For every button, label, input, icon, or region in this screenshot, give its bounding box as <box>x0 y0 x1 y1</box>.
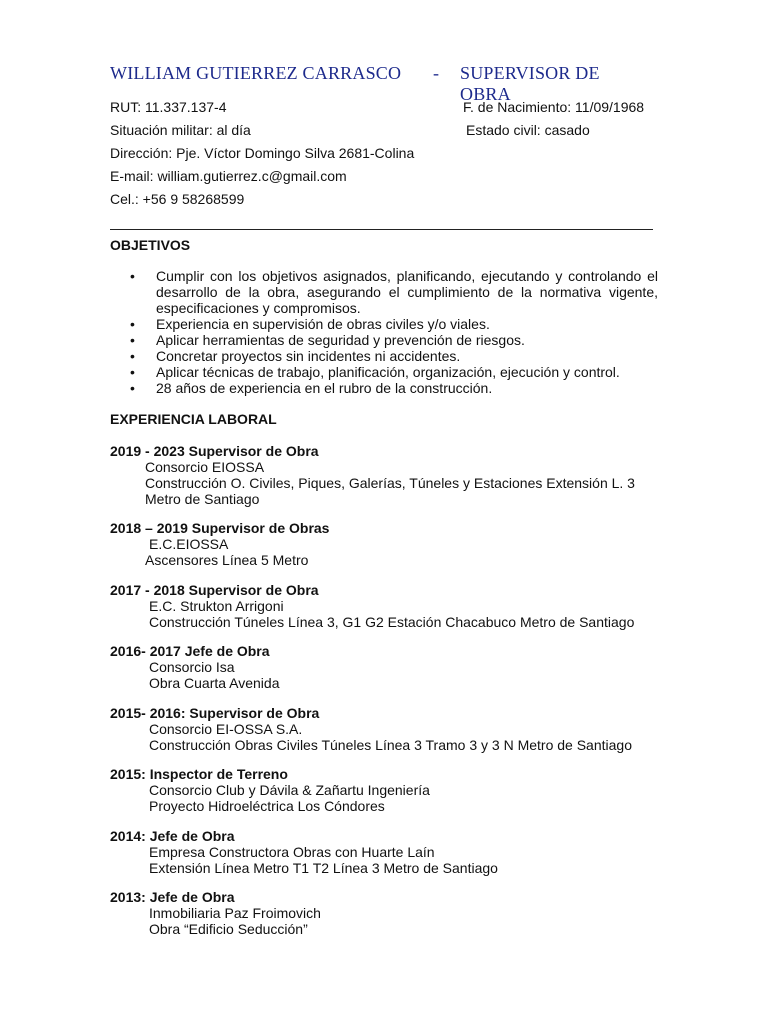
entry-detail: Construcción Obras Civiles Túneles Línea 3 Tramo 3 y 3 N Metro de Santiago <box>149 737 632 753</box>
entry-title: 2016- 2017 Jefe de Obra <box>110 643 270 659</box>
entry-detail: Proyecto Hidroeléctrica Los Cóndores <box>149 798 385 814</box>
objective-text: Cumplir con los objetivos asignados, planificando, ejecutando y controlando el desarrollo de la obra, asegurando el cumplimiento de la normativa vigente, especificaciones y compromisos. <box>156 268 658 316</box>
entry-company: Consorcio EI-OSSA S.A. <box>149 721 303 737</box>
experience-entry <box>110 520 329 568</box>
entry-title: 2014: Jefe de Obra <box>110 828 235 844</box>
entry-title: 2015- 2016: Supervisor de Obra <box>110 705 320 721</box>
list-item <box>110 268 658 316</box>
entry-detail: Obra Cuarta Avenida <box>149 675 280 691</box>
entry-detail: Extensión Línea Metro T1 T2 Línea 3 Metro de Santiago <box>149 860 498 876</box>
entry-company: E.C.EIOSSA <box>149 536 229 552</box>
candidate-role: SUPERVISOR DE OBRA <box>460 63 600 104</box>
list-item <box>110 348 658 364</box>
email-field: E-mail: william.gutierrez.c@gmail.com <box>110 168 347 184</box>
bullet-icon: • <box>130 348 135 364</box>
experience-entry <box>110 643 280 691</box>
entry-detail: Ascensores Línea 5 Metro <box>145 552 309 568</box>
civil-status-field: Estado civil: casado <box>466 122 590 138</box>
birth-date-field: F. de Nacimiento: 11/09/1968 <box>463 99 645 115</box>
entry-title: 2017 - 2018 Supervisor de Obra <box>110 582 319 598</box>
entry-detail: Obra “Edificio Seducción” <box>149 921 308 937</box>
entry-detail: Construcción Túneles Línea 3, G1 G2 Estación Chacabuco Metro de Santiago <box>149 614 635 630</box>
entry-company: Empresa Constructora Obras con Huarte Laín <box>149 844 435 860</box>
bullet-icon: • <box>130 316 135 332</box>
bullet-icon: • <box>130 268 135 284</box>
candidate-name: WILLIAM GUTIERREZ CARRASCO <box>110 63 402 83</box>
entry-title: 2018 – 2019 Supervisor de Obras <box>110 520 330 536</box>
military-status-field: Situación militar: al día <box>110 122 251 138</box>
bullet-icon: • <box>130 380 135 396</box>
objectives-heading: OBJETIVOS <box>110 237 191 253</box>
entry-detail: Metro de Santiago <box>145 491 260 507</box>
list-item <box>110 380 658 396</box>
section-divider <box>110 229 653 230</box>
entry-company: E.C. Strukton Arrigoni <box>149 598 284 614</box>
list-item <box>110 316 658 332</box>
entry-company: Consorcio Isa <box>149 659 235 675</box>
experience-entry <box>110 582 634 630</box>
objective-text: Aplicar técnicas de trabajo, planificación, organización, ejecución y control. <box>156 364 620 380</box>
list-item <box>110 332 658 348</box>
experience-entry <box>110 443 635 507</box>
entry-company: Inmobiliaria Paz Froimovich <box>149 905 321 921</box>
entry-company: Consorcio Club y Dávila & Zañartu Ingeniería <box>149 782 430 798</box>
entry-title: 2013: Jefe de Obra <box>110 889 235 905</box>
experience-entry <box>110 705 632 753</box>
header-separator: - <box>433 63 440 83</box>
entry-detail: Construcción O. Civiles, Piques, Galerías, Túneles y Estaciones Extensión L. 3 <box>145 475 635 491</box>
phone-field: Cel.: +56 9 58268599 <box>110 191 245 207</box>
rut-field: RUT: 11.337.137-4 <box>110 99 227 115</box>
bullet-icon: • <box>130 332 135 348</box>
objective-text: Concretar proyectos sin incidentes ni accidentes. <box>156 348 461 364</box>
address-field: Dirección: Pje. Víctor Domingo Silva 2681-Colina <box>110 145 415 161</box>
experience-heading: EXPERIENCIA LABORAL <box>110 411 277 427</box>
experience-entry <box>110 828 498 876</box>
experience-entry <box>110 766 430 814</box>
entry-company: Consorcio EIOSSA <box>145 459 265 475</box>
entry-title: 2015: Inspector de Terreno <box>110 766 288 782</box>
experience-entry <box>110 889 321 937</box>
list-item <box>110 364 658 380</box>
entry-title: 2019 - 2023 Supervisor de Obra <box>110 443 319 459</box>
bullet-icon: • <box>130 364 135 380</box>
objectives-list <box>110 268 658 396</box>
objective-text: Experiencia en supervisión de obras civiles y/o viales. <box>156 316 490 332</box>
objective-text: Aplicar herramientas de seguridad y prevención de riesgos. <box>156 332 525 348</box>
objective-text: 28 años de experiencia en el rubro de la construcción. <box>156 380 493 396</box>
